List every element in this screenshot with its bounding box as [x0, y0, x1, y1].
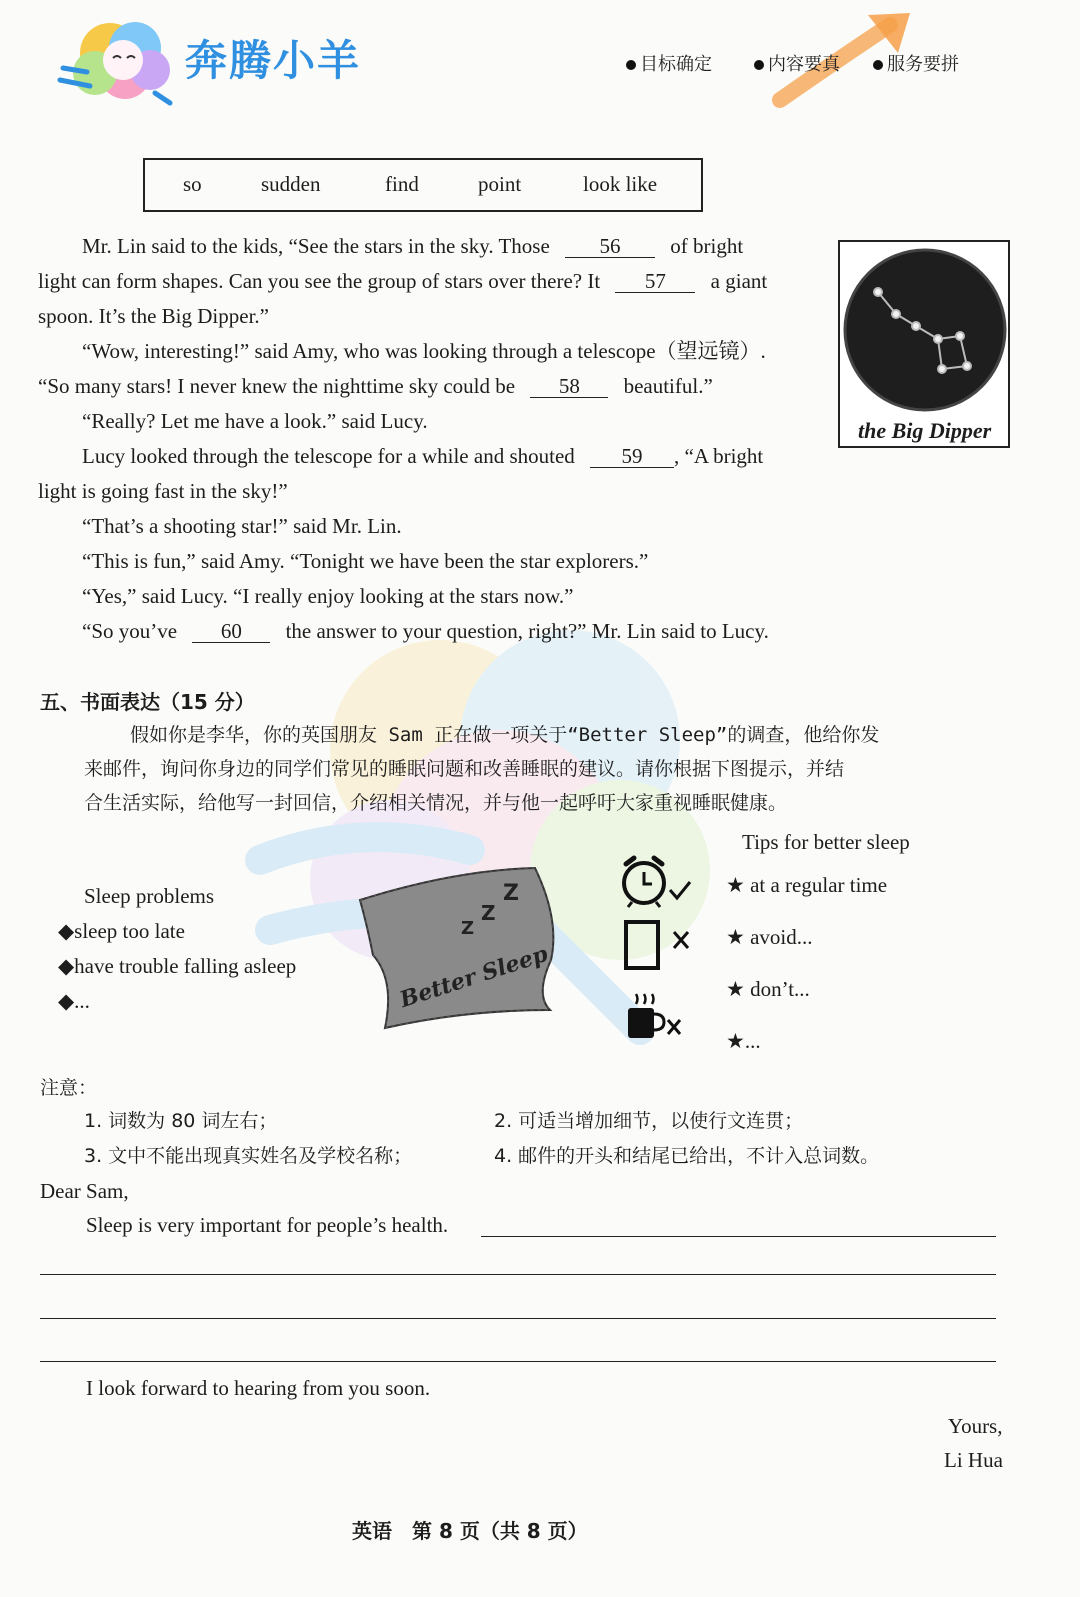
phone-cross-icon [622, 918, 697, 973]
passage-line-3: spoon. It’s the Big Dipper.” [38, 304, 269, 328]
tip-2: ★ avoid... [726, 925, 813, 949]
word-so: so [183, 172, 202, 196]
slogan-1: 目标确定 [626, 50, 712, 76]
passage-line-11: “Yes,” said Lucy. “I really enjoy looking at the stars now.” [82, 584, 574, 608]
section-title-writing: 五、书面表达（15 分） [40, 690, 255, 714]
tip-4: ★... [726, 1029, 761, 1053]
blank-56[interactable]: 56 [565, 235, 655, 258]
letter-signature: Li Hua [944, 1448, 1003, 1472]
blank-58[interactable]: 58 [530, 375, 608, 398]
tips-title: Tips for better sleep [742, 830, 910, 854]
sleep-problem-2: ◆have trouble falling asleep [58, 954, 297, 978]
note-2: 2. 可适当增加细节，以使行文连贯； [494, 1110, 804, 1132]
passage-line-5: “So many stars! I never knew the nighttime sky could be 58 beautiful.” [38, 374, 713, 398]
big-dipper-caption: the Big Dipper [858, 418, 992, 443]
svg-text:Z: Z [481, 901, 496, 925]
letter-greeting: Dear Sam, [40, 1179, 129, 1203]
writing-prompt-line-2: 来邮件，询问你身边的同学们常见的睡眠问题和改善睡眠的建议。请你根据下图提示，并结 [84, 758, 845, 780]
sleep-problems-title: Sleep problems [84, 884, 215, 908]
tip-1: ★ at a regular time [726, 873, 888, 897]
brand-name: 奔腾小羊 [185, 36, 362, 85]
passage-line-8: light is going fast in the sky!” [38, 479, 288, 503]
passage-line-9: “That’s a shooting star!” said Mr. Lin. [82, 514, 402, 538]
svg-text:Z: Z [461, 918, 475, 939]
note-1: 1. 词数为 80 词左右； [84, 1110, 278, 1132]
writing-line-4[interactable] [40, 1361, 996, 1362]
passage-line-4: “Wow, interesting!” said Amy, who was looking through a telescope（望远镜）. [82, 339, 766, 363]
passage-line-7: Lucy looked through the telescope for a while and shouted 59 , “A bright [82, 444, 764, 468]
blank-57[interactable]: 57 [615, 270, 695, 293]
sleep-problem-1: ◆sleep too late [58, 919, 185, 943]
slogan-3: 服务要拼 [873, 50, 959, 76]
passage-line-1: Mr. Lin said to the kids, “See the stars in the sky. Those 56 of bright [82, 234, 744, 258]
page-footer: 英语 第 8 页（共 8 页） [352, 1519, 588, 1543]
passage-line-2: light can form shapes. Can you see the group of stars over there? It 57 a giant [38, 269, 768, 293]
pillow-label: Better Sleep [396, 940, 552, 1014]
letter-sign-off: Yours, [948, 1414, 1003, 1438]
blank-60[interactable]: 60 [192, 620, 270, 643]
passage-line-12: “So you’ve 60 the answer to your question, right?” Mr. Lin said to Lucy. [82, 619, 769, 643]
writing-line-3[interactable] [40, 1318, 996, 1319]
letter-closing-line: I look forward to hearing from you soon. [86, 1376, 431, 1400]
svg-text:Z: Z [503, 881, 519, 906]
pillow-icon [355, 860, 565, 1035]
coffee-cross-icon [622, 990, 697, 1045]
writing-prompt-line-1: 假如你是李华，你的英国朋友 Sam 正在做一项关于“Better Sleep”的调查，他给你发 [130, 724, 880, 746]
big-dipper-icon [842, 244, 1008, 419]
writing-line-2[interactable] [40, 1274, 996, 1275]
word-look-like: look like [583, 172, 658, 196]
notes-title: 注意： [40, 1077, 98, 1099]
writing-prompt-line-3: 合生活实际，给他写一封回信，介绍相关情况，并与他一起呼吁大家重视睡眠健康。 [84, 792, 788, 814]
writing-line-1[interactable] [481, 1236, 996, 1237]
alarm-clock-check-icon [612, 850, 697, 910]
blank-59[interactable]: 59 [590, 445, 674, 468]
brand-logo-icon [55, 8, 180, 108]
tip-3: ★ don’t... [726, 977, 810, 1001]
note-3: 3. 文中不能出现真实姓名及学校名称； [84, 1145, 413, 1167]
note-4: 4. 邮件的开头和结尾已给出，不计入总词数。 [494, 1145, 880, 1167]
word-point: point [478, 172, 522, 196]
word-find: find [385, 172, 419, 196]
word-sudden: sudden [261, 172, 321, 196]
slogan-2: 内容要真 [754, 50, 840, 76]
passage-line-6: “Really? Let me have a look.” said Lucy. [82, 409, 428, 433]
passage-line-10: “This is fun,” said Amy. “Tonight we have been the star explorers.” [82, 549, 649, 573]
sleep-problem-3: ◆... [58, 989, 90, 1013]
letter-first-line: Sleep is very important for people’s health. [86, 1213, 449, 1237]
